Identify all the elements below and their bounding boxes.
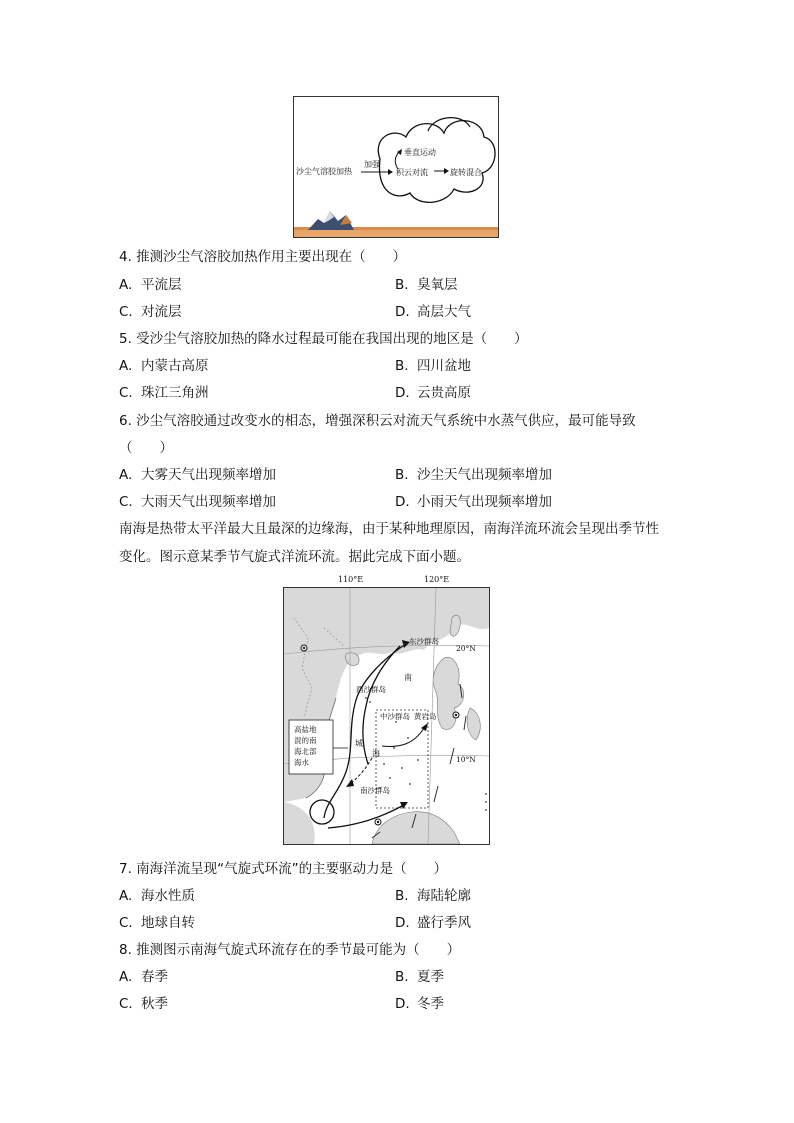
q6-option-c[interactable]: C. 大雨天气出现频率增加 [119,494,276,510]
q6-stem-line2: （ ） [119,440,173,456]
passage-line1: 南海是热带太平洋最大且最深的边缘海，由于某种地理原因，南海洋流环流会呈现出季节性 [119,521,659,537]
borneo-island [372,812,460,844]
label-xisha: 西沙群岛 [356,685,386,694]
south-china-sea-map-graphic [284,588,489,844]
q6-option-d[interactable]: D. 小雨天气出现频率增加 [395,494,552,510]
label-huangyan: 黄岩岛 [414,712,437,721]
q8-option-a[interactable]: A. 春季 [119,969,168,985]
q8-option-c[interactable]: C. 秋季 [119,996,168,1012]
q8-option-b[interactable]: B. 夏季 [395,969,444,985]
q5-stem: 5. 受沙尘气溶胶加热的降水过程最可能在我国出现的地区是（ ） [119,331,528,347]
legend-line-2: 混的南 [294,736,317,745]
label-nansha: 南沙群岛 [360,786,390,795]
q6-option-b[interactable]: B. 沙尘天气出现频率增加 [395,467,552,483]
label-dongsha: 东沙群岛 [409,637,439,646]
q7-option-b[interactable]: B. 海陆轮廓 [395,888,471,904]
q4-option-d[interactable]: D. 高层大气 [395,304,471,320]
dust-aerosol-diagram [293,96,499,238]
passage-line2: 变化。图示意某季节气旋式洋流环流。据此完成下面小题。 [119,549,470,565]
q5-option-a[interactable]: A. 内蒙古高原 [119,358,209,374]
ground-strip [294,229,498,237]
q5-option-b[interactable]: B. 四川盆地 [395,358,471,374]
label-lat-20: 20°N [456,644,476,653]
legend-line-3: 海北部 [294,747,317,756]
label-dust: 沙尘气溶胶加热 [296,167,352,176]
lon-110-label: 110°E [338,575,364,584]
label-lat-10: 10°N [456,755,476,764]
q7-stem: 7. 南海洋流呈现“气旋式环流”的主要驱动力是（ ） [119,861,448,877]
lon-120-label: 120°E [424,575,450,584]
legend-line-4: 海水 [294,758,309,767]
q8-option-d[interactable]: D. 冬季 [395,996,444,1012]
label-nan: 南 [404,673,412,682]
philippines-islands [433,657,464,729]
q4-option-a[interactable]: A. 平流层 [119,277,182,293]
legend-line-1: 高盐地 [294,725,317,734]
q6-stem-line1: 6. 沙尘气溶胶通过改变水的相态，增强深积云对流天气系统中水蒸气供应，最可能导致 [119,413,636,429]
current-branch-east [382,728,424,746]
q4-option-b[interactable]: B. 臭氧层 [395,277,458,293]
dust-aerosol-diagram-graphic [294,97,498,237]
q5-option-d[interactable]: D. 云贵高原 [395,385,471,401]
q4-stem: 4. 推测沙尘气溶胶加热作用主要出现在（ ） [119,249,407,265]
label-hai: 海 [372,749,380,758]
q4-option-c[interactable]: C. 对流层 [119,304,182,320]
label-enhance: 加强 [364,160,380,169]
q5-option-c[interactable]: C. 珠江三角洲 [119,385,209,401]
label-zhongsha: 中沙群岛 [380,712,410,721]
q7-option-a[interactable]: A. 海水性质 [119,888,195,904]
q8-stem: 8. 推测图示南海气旋式环流存在的季节最可能为（ ） [119,942,461,958]
label-convection: 积云对流 [396,168,428,177]
q7-option-d[interactable]: D. 盛行季风 [395,915,471,931]
label-vertical: 垂直运动 [404,148,436,157]
label-mixing: 旋转混合 [450,168,482,177]
south-china-sea-map [283,587,490,845]
eddy-circle [310,800,334,824]
q6-option-a[interactable]: A. 大雾天气出现频率增加 [119,467,276,483]
q7-option-c[interactable]: C. 地球自转 [119,915,195,931]
label-cheng: 城 [355,739,363,748]
cloud-outline [378,121,495,203]
